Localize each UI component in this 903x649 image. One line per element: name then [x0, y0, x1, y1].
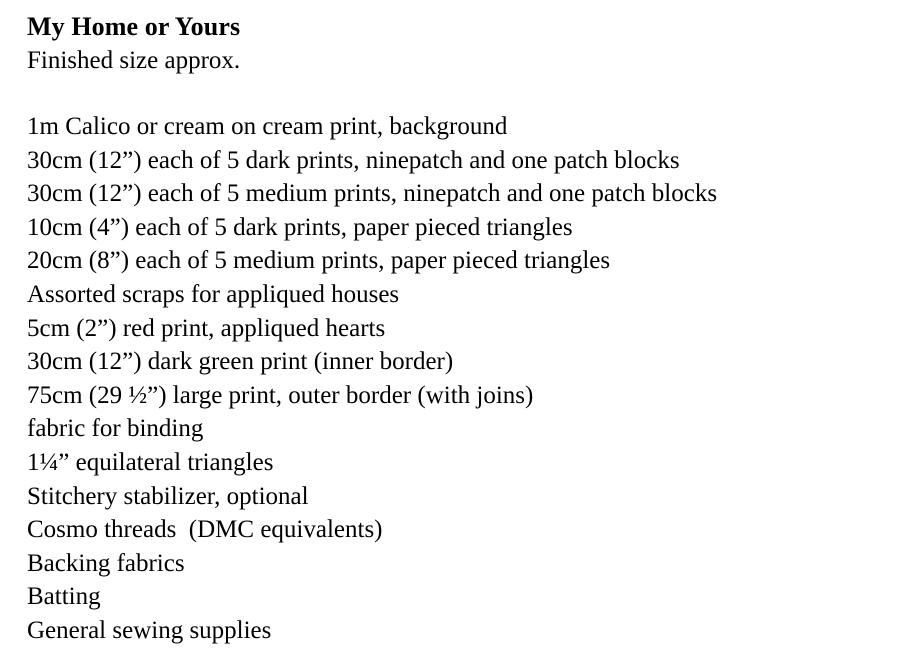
section-spacer: [27, 78, 903, 110]
document-subtitle: Finished size approx.: [27, 47, 241, 74]
list-item: 1m Calico or cream on cream print, background: [27, 113, 508, 140]
page-title: My Home or Yours: [27, 12, 241, 41]
list-item: 30cm (12”) each of 5 medium prints, ninepatch and one patch blocks: [27, 180, 718, 208]
materials-list: [27, 110, 903, 648]
list-item: 10cm (4”) each of 5 dark prints, paper pieced triangles: [27, 213, 573, 241]
list-item: Cosmo threads (DMC equivalents): [27, 516, 383, 544]
list-item: 75cm (29 ½”) large print, outer border (with joins): [27, 381, 534, 409]
list-item: Backing fabrics: [27, 549, 185, 577]
list-item: 5cm (2”) red print, appliqued hearts: [27, 314, 386, 342]
list-item: 1¼” equilateral triangles: [27, 448, 274, 476]
list-item: Stitchery stabilizer, optional: [27, 482, 309, 510]
list-item: Batting: [27, 583, 101, 611]
list-item: General sewing supplies: [27, 616, 272, 644]
list-item: 20cm (8”) each of 5 medium prints, paper pieced triangles: [27, 247, 611, 275]
list-item: 30cm (12”) dark green print (inner border): [27, 348, 454, 376]
list-item: Assorted scraps for appliqued houses: [27, 280, 400, 308]
list-item: fabric for binding: [27, 415, 204, 443]
list-item: 30cm (12”) each of 5 dark prints, ninepatch and one patch blocks: [27, 146, 680, 174]
